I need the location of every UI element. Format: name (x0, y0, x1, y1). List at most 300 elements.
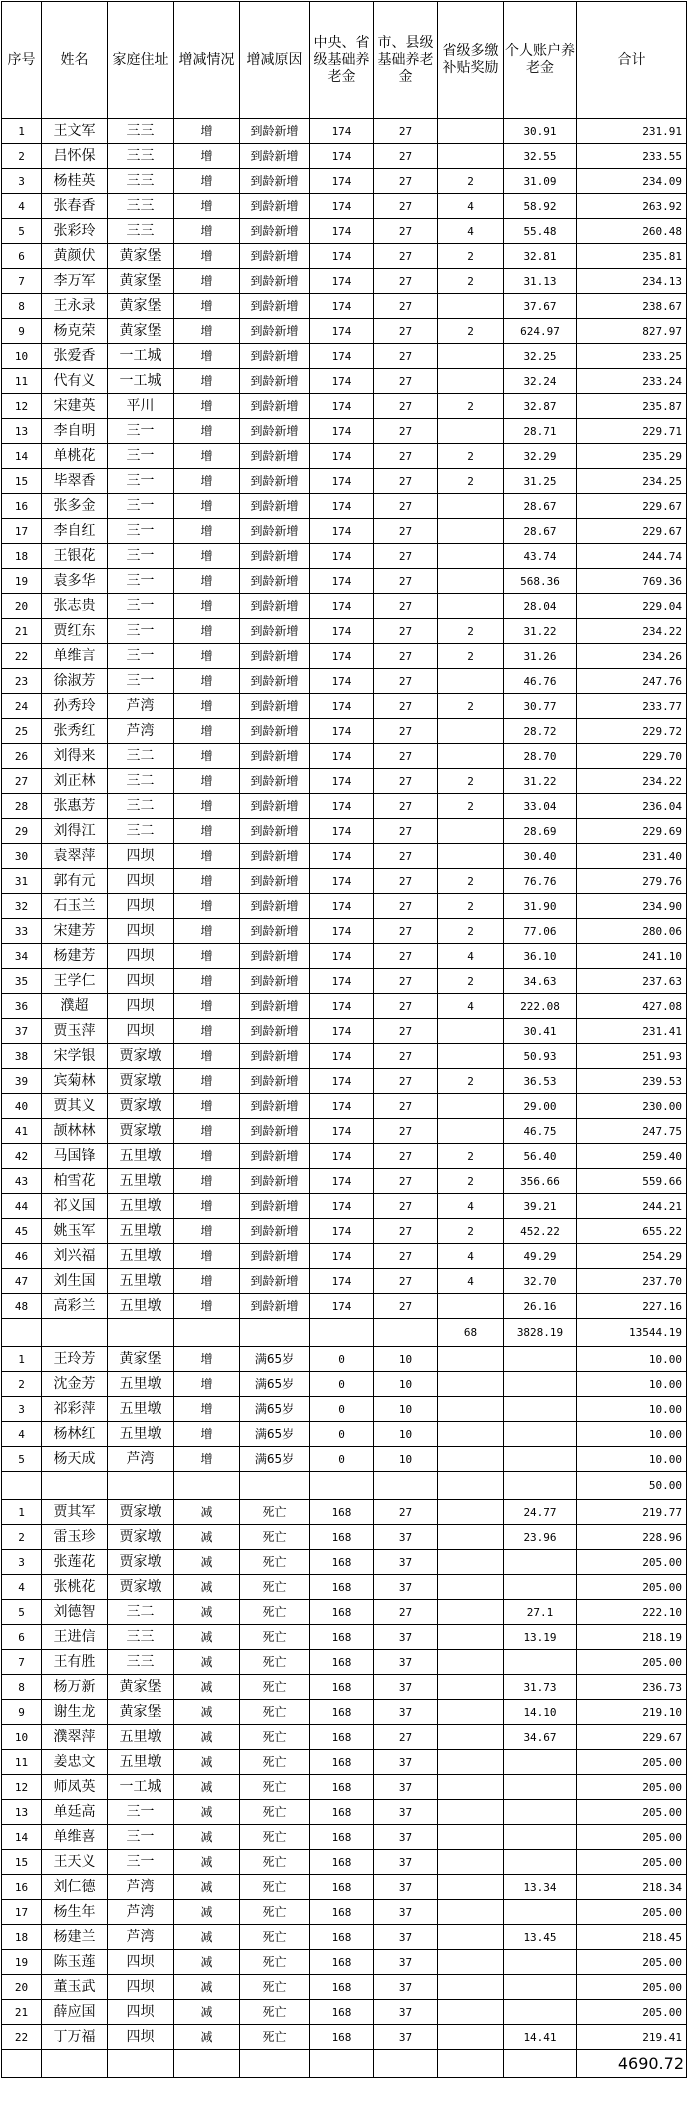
name-cell: 李自红 (42, 519, 108, 544)
bonus-cell (438, 1925, 504, 1950)
table-row (2, 1875, 687, 1900)
central-pension-cell: 0 (310, 1397, 374, 1422)
seq-cell: 9 (2, 319, 42, 344)
address-cell: 五里墩 (108, 1294, 174, 1319)
name-cell: 刘仁德 (42, 1875, 108, 1900)
central-pension-cell: 168 (310, 1875, 374, 1900)
change-cell: 增 (174, 1219, 240, 1244)
total-cell: 234.22 (577, 769, 687, 794)
name-cell: 黄颜伏 (42, 244, 108, 269)
address-cell: 四坝 (108, 2000, 174, 2025)
total-cell: 205.00 (577, 2000, 687, 2025)
total-cell: 247.75 (577, 1119, 687, 1144)
seq-cell: 3 (2, 1397, 42, 1422)
name-cell: 杨桂英 (42, 169, 108, 194)
county-pension-cell: 37 (374, 1950, 438, 1975)
county-pension-cell: 27 (374, 919, 438, 944)
bonus-cell (438, 519, 504, 544)
county-pension-cell: 27 (374, 444, 438, 469)
address-cell: 三三 (108, 219, 174, 244)
change-cell: 增 (174, 169, 240, 194)
reason-cell: 死亡 (240, 1700, 310, 1725)
table-row (2, 444, 687, 469)
reason-cell: 到龄新增 (240, 419, 310, 444)
total-cell: 229.69 (577, 819, 687, 844)
bonus-cell (438, 1850, 504, 1875)
reason-cell: 到龄新增 (240, 119, 310, 144)
reason-cell: 死亡 (240, 1725, 310, 1750)
personal-account-cell: 13.45 (504, 1925, 577, 1950)
personal-account-cell: 36.10 (504, 944, 577, 969)
table-row (2, 369, 687, 394)
central-pension-cell: 174 (310, 269, 374, 294)
reason-cell: 到龄新增 (240, 594, 310, 619)
bonus-cell (438, 1447, 504, 1472)
seq-cell: 44 (2, 1194, 42, 1219)
header-cell: 市、县级基础养老金 (374, 2, 438, 119)
name-cell: 张莲花 (42, 1550, 108, 1575)
bonus-cell (438, 594, 504, 619)
bonus-cell: 2 (438, 244, 504, 269)
reason-cell: 死亡 (240, 1625, 310, 1650)
county-pension-cell: 10 (374, 1397, 438, 1422)
bonus-cell: 2 (438, 794, 504, 819)
name-cell: 杨林红 (42, 1422, 108, 1447)
reason-cell: 到龄新增 (240, 494, 310, 519)
personal-account-cell: 32.87 (504, 394, 577, 419)
reason-cell: 死亡 (240, 1950, 310, 1975)
reason-cell: 满65岁 (240, 1447, 310, 1472)
change-cell: 减 (174, 1725, 240, 1750)
bonus-cell: 4 (438, 219, 504, 244)
empty-cell (240, 2050, 310, 2078)
name-cell: 石玉兰 (42, 894, 108, 919)
county-pension-cell: 27 (374, 419, 438, 444)
table-row (2, 1825, 687, 1850)
address-cell: 芦湾 (108, 694, 174, 719)
total-cell: 263.92 (577, 194, 687, 219)
name-cell: 颉林林 (42, 1119, 108, 1144)
table-row (2, 594, 687, 619)
address-cell: 三一 (108, 1850, 174, 1875)
address-cell: 四坝 (108, 1019, 174, 1044)
personal-account-cell: 36.53 (504, 1069, 577, 1094)
empty-cell (2, 1472, 42, 1500)
central-pension-cell: 174 (310, 519, 374, 544)
bonus-cell (438, 1575, 504, 1600)
table-row (2, 1725, 687, 1750)
address-cell: 芦湾 (108, 719, 174, 744)
personal-account-cell: 46.76 (504, 669, 577, 694)
county-pension-cell: 27 (374, 719, 438, 744)
header-cell: 增减情况 (174, 2, 240, 119)
county-pension-cell: 37 (374, 1525, 438, 1550)
empty-cell (438, 1472, 504, 1500)
county-pension-cell: 27 (374, 394, 438, 419)
seq-cell: 40 (2, 1094, 42, 1119)
change-cell: 增 (174, 869, 240, 894)
county-pension-cell: 37 (374, 1900, 438, 1925)
county-pension-cell: 37 (374, 1850, 438, 1875)
total-cell: 10.00 (577, 1347, 687, 1372)
name-cell: 柏雪花 (42, 1169, 108, 1194)
address-cell: 三三 (108, 1650, 174, 1675)
name-cell: 祁彩萍 (42, 1397, 108, 1422)
bonus-cell (438, 1422, 504, 1447)
county-pension-cell: 27 (374, 1725, 438, 1750)
address-cell: 四坝 (108, 1950, 174, 1975)
total-cell: 218.34 (577, 1875, 687, 1900)
reason-cell: 死亡 (240, 1600, 310, 1625)
table-row (2, 344, 687, 369)
bonus-cell: 2 (438, 394, 504, 419)
table-row (2, 1975, 687, 2000)
change-cell: 减 (174, 1525, 240, 1550)
name-cell: 丁万福 (42, 2025, 108, 2050)
name-cell: 杨克荣 (42, 319, 108, 344)
personal-account-cell: 30.41 (504, 1019, 577, 1044)
bonus-cell (438, 369, 504, 394)
name-cell: 王有胜 (42, 1650, 108, 1675)
personal-account-cell: 76.76 (504, 869, 577, 894)
central-pension-cell: 174 (310, 394, 374, 419)
table-row (2, 119, 687, 144)
reason-cell: 到龄新增 (240, 719, 310, 744)
change-cell: 减 (174, 1875, 240, 1900)
personal-account-cell: 32.55 (504, 144, 577, 169)
total-cell: 219.10 (577, 1700, 687, 1725)
address-cell: 五里墩 (108, 1372, 174, 1397)
address-cell: 三一 (108, 544, 174, 569)
seq-cell: 1 (2, 1347, 42, 1372)
county-pension-cell: 27 (374, 319, 438, 344)
change-cell: 增 (174, 344, 240, 369)
change-cell: 减 (174, 1975, 240, 2000)
bonus-cell: 4 (438, 1194, 504, 1219)
central-pension-cell: 168 (310, 2000, 374, 2025)
table-row (2, 569, 687, 594)
empty-cell (310, 2050, 374, 2078)
county-pension-cell: 27 (374, 294, 438, 319)
change-cell: 增 (174, 719, 240, 744)
county-pension-cell: 27 (374, 144, 438, 169)
personal-account-cell: 27.1 (504, 1600, 577, 1625)
address-cell: 三三 (108, 144, 174, 169)
change-cell: 增 (174, 1269, 240, 1294)
total-cell: 229.67 (577, 1725, 687, 1750)
bonus-cell: 2 (438, 1069, 504, 1094)
name-cell: 李自明 (42, 419, 108, 444)
central-pension-cell: 174 (310, 294, 374, 319)
address-cell: 四坝 (108, 894, 174, 919)
reason-cell: 到龄新增 (240, 569, 310, 594)
name-cell: 杨建芳 (42, 944, 108, 969)
county-pension-cell: 37 (374, 1875, 438, 1900)
personal-account-cell (504, 1975, 577, 2000)
seq-cell: 43 (2, 1169, 42, 1194)
address-cell: 黄家堡 (108, 269, 174, 294)
reason-cell: 到龄新增 (240, 1269, 310, 1294)
bonus-cell (438, 1119, 504, 1144)
header-cell: 个人账户养老金 (504, 2, 577, 119)
bonus-cell: 2 (438, 619, 504, 644)
table-row (2, 644, 687, 669)
bonus-cell (438, 1950, 504, 1975)
central-pension-cell: 174 (310, 894, 374, 919)
personal-account-cell: 58.92 (504, 194, 577, 219)
table-row (2, 1044, 687, 1069)
seq-cell: 45 (2, 1219, 42, 1244)
personal-account-cell (504, 1347, 577, 1372)
personal-account-cell: 56.40 (504, 1144, 577, 1169)
seq-cell: 18 (2, 1925, 42, 1950)
central-pension-cell: 174 (310, 369, 374, 394)
bonus-cell: 2 (438, 694, 504, 719)
total-cell: 237.63 (577, 969, 687, 994)
county-pension-cell: 27 (374, 994, 438, 1019)
table-row (2, 319, 687, 344)
personal-account-cell: 34.67 (504, 1725, 577, 1750)
name-cell: 刘生国 (42, 1269, 108, 1294)
bonus-cell (438, 1094, 504, 1119)
reason-cell: 满65岁 (240, 1372, 310, 1397)
change-cell: 减 (174, 1700, 240, 1725)
central-pension-cell: 174 (310, 569, 374, 594)
seq-cell: 1 (2, 119, 42, 144)
name-cell: 单维言 (42, 644, 108, 669)
table-row (2, 744, 687, 769)
bonus-cell (438, 1750, 504, 1775)
central-pension-cell: 168 (310, 1900, 374, 1925)
county-pension-cell: 27 (374, 494, 438, 519)
county-pension-cell: 27 (374, 1094, 438, 1119)
bonus-cell: 2 (438, 1219, 504, 1244)
table-row (2, 669, 687, 694)
total-cell: 244.21 (577, 1194, 687, 1219)
county-pension-cell: 27 (374, 1244, 438, 1269)
table-row (2, 769, 687, 794)
seq-cell: 7 (2, 269, 42, 294)
county-pension-cell: 27 (374, 819, 438, 844)
total-cell: 10.00 (577, 1422, 687, 1447)
central-pension-cell: 0 (310, 1372, 374, 1397)
seq-cell: 11 (2, 1750, 42, 1775)
personal-account-cell: 28.67 (504, 519, 577, 544)
personal-account-cell (504, 1825, 577, 1850)
bonus-cell (438, 494, 504, 519)
empty-cell (310, 1319, 374, 1347)
total-cell: 222.10 (577, 1600, 687, 1625)
seq-cell: 5 (2, 1447, 42, 1472)
change-cell: 增 (174, 494, 240, 519)
seq-cell: 33 (2, 919, 42, 944)
personal-account-cell: 32.70 (504, 1269, 577, 1294)
name-cell: 董玉武 (42, 1975, 108, 2000)
change-cell: 减 (174, 2025, 240, 2050)
county-pension-cell: 27 (374, 1144, 438, 1169)
name-cell: 高彩兰 (42, 1294, 108, 1319)
county-pension-cell: 37 (374, 1700, 438, 1725)
central-pension-cell: 174 (310, 219, 374, 244)
county-pension-cell: 27 (374, 194, 438, 219)
personal-account-cell (504, 1447, 577, 1472)
table-row (2, 1850, 687, 1875)
address-cell: 贾家墩 (108, 1550, 174, 1575)
name-cell: 单廷高 (42, 1800, 108, 1825)
personal-account-cell (504, 1550, 577, 1575)
reason-cell: 死亡 (240, 1550, 310, 1575)
total-cell: 238.67 (577, 294, 687, 319)
address-cell: 黄家堡 (108, 1347, 174, 1372)
change-cell: 增 (174, 369, 240, 394)
address-cell: 贾家墩 (108, 1094, 174, 1119)
table-row (2, 1194, 687, 1219)
name-cell: 张秀红 (42, 719, 108, 744)
central-pension-cell: 174 (310, 1294, 374, 1319)
bonus-cell (438, 544, 504, 569)
table-row (2, 544, 687, 569)
county-pension-cell: 27 (374, 519, 438, 544)
bonus-cell (438, 1675, 504, 1700)
table-row (2, 1144, 687, 1169)
bonus-cell (438, 294, 504, 319)
name-cell: 贾其义 (42, 1094, 108, 1119)
seq-cell: 36 (2, 994, 42, 1019)
total-cell: 259.40 (577, 1144, 687, 1169)
total-cell: 229.67 (577, 494, 687, 519)
reason-cell: 死亡 (240, 1525, 310, 1550)
county-pension-cell: 27 (374, 569, 438, 594)
table-row (2, 1775, 687, 1800)
table-row (2, 1900, 687, 1925)
table-row (2, 1094, 687, 1119)
central-pension-cell: 174 (310, 1244, 374, 1269)
address-cell: 四坝 (108, 944, 174, 969)
seq-cell: 2 (2, 144, 42, 169)
central-pension-cell: 174 (310, 1194, 374, 1219)
change-cell: 增 (174, 1194, 240, 1219)
reason-cell: 到龄新增 (240, 619, 310, 644)
total-cell: 205.00 (577, 1800, 687, 1825)
seq-cell: 42 (2, 1144, 42, 1169)
change-cell: 增 (174, 944, 240, 969)
bonus-cell: 4 (438, 1269, 504, 1294)
change-cell: 增 (174, 1094, 240, 1119)
bonus-cell (438, 1725, 504, 1750)
reason-cell: 满65岁 (240, 1347, 310, 1372)
bonus-cell: 4 (438, 194, 504, 219)
reason-cell: 到龄新增 (240, 219, 310, 244)
name-cell: 濮超 (42, 994, 108, 1019)
central-pension-cell: 174 (310, 1144, 374, 1169)
county-pension-cell: 27 (374, 969, 438, 994)
total-cell: 655.22 (577, 1219, 687, 1244)
bonus-cell: 2 (438, 969, 504, 994)
personal-account-cell (504, 1650, 577, 1675)
reason-cell: 死亡 (240, 1825, 310, 1850)
seq-cell: 3 (2, 169, 42, 194)
change-cell: 减 (174, 1675, 240, 1700)
central-pension-cell: 174 (310, 819, 374, 844)
county-pension-cell: 27 (374, 869, 438, 894)
bonus-cell (438, 1825, 504, 1850)
reason-cell: 死亡 (240, 1675, 310, 1700)
address-cell: 三一 (108, 494, 174, 519)
name-cell: 王银花 (42, 544, 108, 569)
address-cell: 三三 (108, 1625, 174, 1650)
change-cell: 增 (174, 769, 240, 794)
central-pension-cell: 174 (310, 869, 374, 894)
change-cell: 增 (174, 969, 240, 994)
reason-cell: 死亡 (240, 2000, 310, 2025)
seq-cell: 17 (2, 519, 42, 544)
reason-cell: 死亡 (240, 1850, 310, 1875)
change-cell: 增 (174, 569, 240, 594)
central-pension-cell: 168 (310, 1550, 374, 1575)
change-cell: 增 (174, 669, 240, 694)
table-row (2, 969, 687, 994)
total-cell: 205.00 (577, 1850, 687, 1875)
address-cell: 五里墩 (108, 1194, 174, 1219)
table-row (2, 1525, 687, 1550)
bonus-cell (438, 744, 504, 769)
total-subtotal: 50.00 (577, 1472, 687, 1500)
central-pension-cell: 174 (310, 719, 374, 744)
county-pension-cell: 27 (374, 544, 438, 569)
seq-cell: 28 (2, 794, 42, 819)
address-cell: 四坝 (108, 844, 174, 869)
reason-cell: 到龄新增 (240, 1194, 310, 1219)
seq-cell: 31 (2, 869, 42, 894)
bonus-cell (438, 1372, 504, 1397)
seq-cell: 6 (2, 1625, 42, 1650)
change-cell: 增 (174, 1169, 240, 1194)
address-cell: 芦湾 (108, 1925, 174, 1950)
reason-cell: 到龄新增 (240, 1119, 310, 1144)
personal-account-cell: 28.70 (504, 744, 577, 769)
address-cell: 黄家堡 (108, 244, 174, 269)
address-cell: 三一 (108, 669, 174, 694)
county-pension-cell: 27 (374, 1069, 438, 1094)
change-cell: 增 (174, 744, 240, 769)
central-pension-cell: 174 (310, 1069, 374, 1094)
reason-cell: 到龄新增 (240, 669, 310, 694)
change-cell: 减 (174, 1800, 240, 1825)
personal-account-cell (504, 1950, 577, 1975)
county-pension-cell: 37 (374, 1650, 438, 1675)
personal-account-cell: 32.29 (504, 444, 577, 469)
seq-cell: 7 (2, 1650, 42, 1675)
seq-cell: 10 (2, 1725, 42, 1750)
change-cell: 减 (174, 1500, 240, 1525)
change-cell: 减 (174, 1600, 240, 1625)
name-cell: 吕怀保 (42, 144, 108, 169)
table-row (2, 294, 687, 319)
empty-cell (504, 2050, 577, 2078)
county-pension-cell: 27 (374, 1169, 438, 1194)
central-pension-cell: 174 (310, 494, 374, 519)
change-cell: 减 (174, 1825, 240, 1850)
name-cell: 张志贵 (42, 594, 108, 619)
county-pension-cell: 27 (374, 1044, 438, 1069)
personal-account-cell: 30.77 (504, 694, 577, 719)
seq-cell: 1 (2, 1500, 42, 1525)
name-cell: 代有义 (42, 369, 108, 394)
central-pension-cell: 168 (310, 1700, 374, 1725)
empty-cell (374, 1472, 438, 1500)
table-row (2, 1119, 687, 1144)
bonus-cell (438, 1875, 504, 1900)
